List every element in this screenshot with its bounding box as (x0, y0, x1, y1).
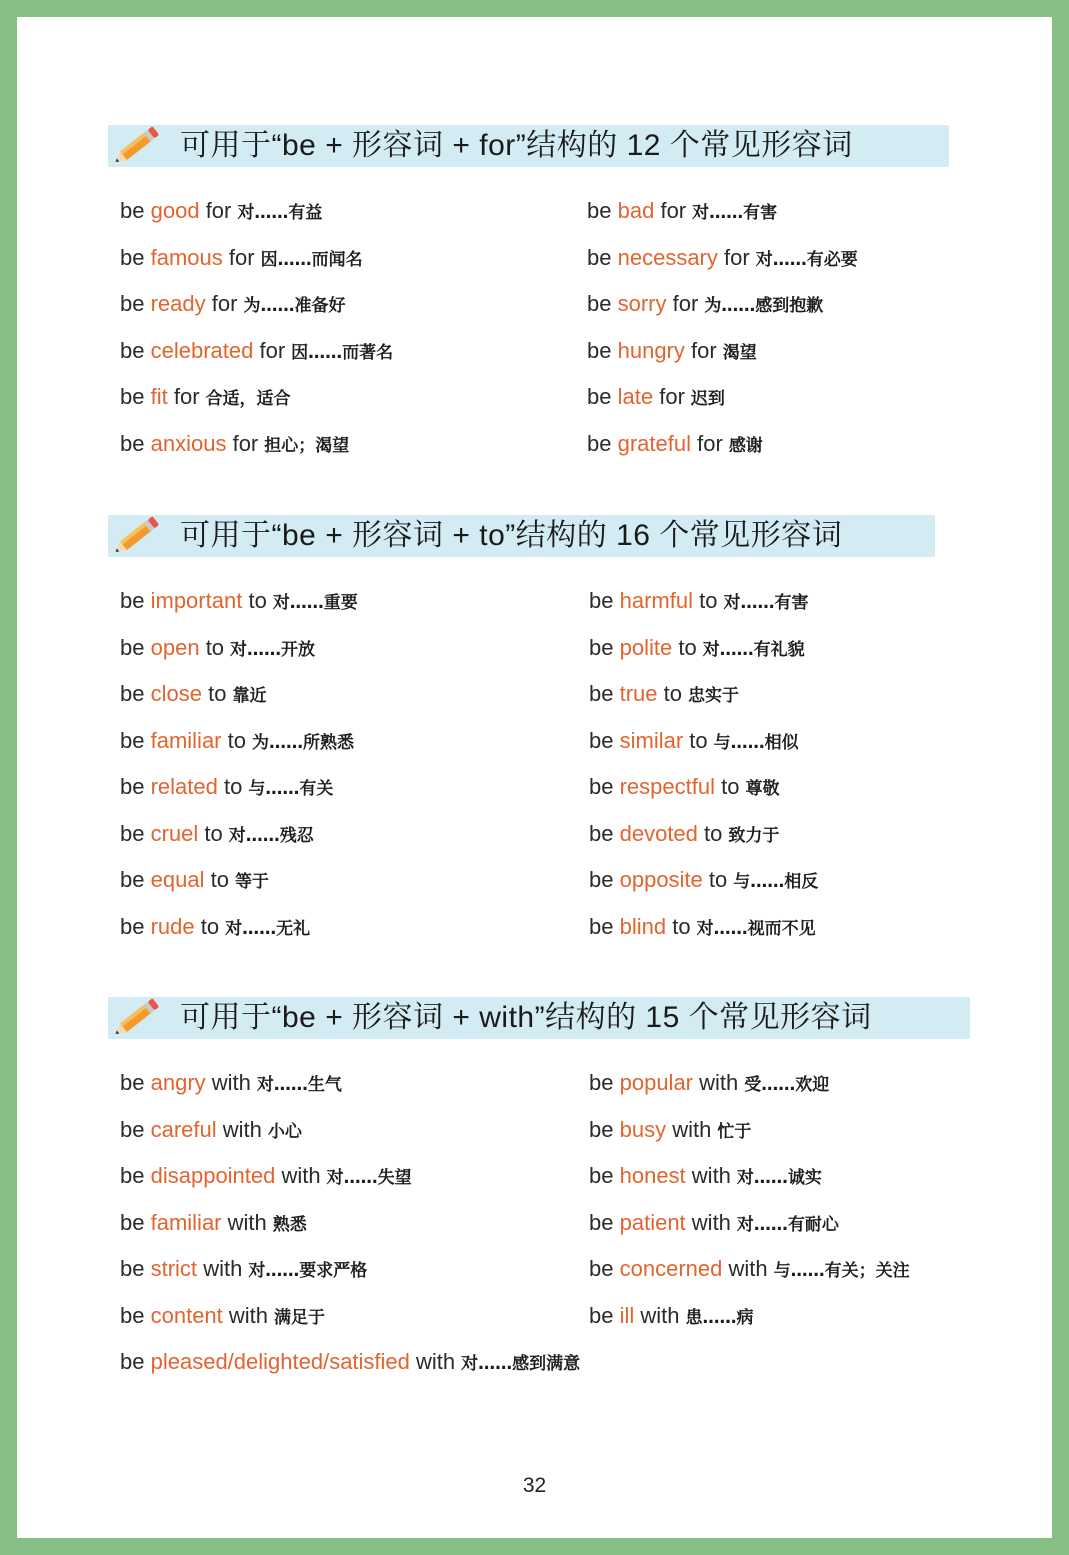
vocab-entry (120, 290, 345, 320)
vocab-entry (589, 727, 799, 757)
chinese-meaning: 担心；渴望 (264, 435, 350, 456)
chinese-meaning: 迟到 (690, 389, 725, 409)
section-title: 可用于“be + 形容词 + to”结构的 16 个常见形容词 (180, 519, 843, 552)
be-word: be (589, 1070, 614, 1095)
be-word: be (587, 291, 612, 316)
be-word: be (589, 820, 614, 846)
be-word: be (589, 1209, 614, 1235)
be-word: be (120, 1302, 145, 1328)
vocab-entry (587, 244, 858, 274)
chinese-meaning: 因……而著名 (291, 342, 394, 363)
chinese-meaning: 熟悉 (272, 1214, 307, 1235)
adjective: close (150, 681, 202, 706)
be-word: be (120, 913, 145, 939)
chinese-meaning: 对……有必要 (755, 249, 858, 270)
vocab-entry (120, 1302, 325, 1332)
be-word: be (587, 198, 612, 223)
be-word: be (120, 384, 145, 409)
vocab-entry (589, 820, 779, 850)
chinese-meaning: 为……所熟悉 (252, 732, 354, 753)
vocab-entry (587, 290, 823, 320)
adjective: concerned (619, 1256, 723, 1281)
chinese-meaning: 致力于 (728, 825, 780, 846)
vocab-entry (589, 1116, 751, 1146)
preposition: with (416, 1349, 456, 1374)
preposition: with (728, 1256, 768, 1281)
be-word: be (120, 774, 145, 799)
adjective: anxious (150, 430, 227, 456)
preposition: to (689, 727, 708, 753)
preposition: for (205, 198, 232, 223)
preposition: for (228, 244, 255, 270)
adjective: true (619, 681, 658, 706)
vocab-entry (120, 1255, 367, 1285)
preposition: to (204, 820, 223, 846)
vocab-entry (589, 1255, 910, 1285)
chinese-meaning: 与……有关；关注 (773, 1261, 910, 1281)
pencil-icon (112, 991, 164, 1041)
be-word: be (589, 867, 614, 892)
adjective: strict (150, 1256, 198, 1281)
vocab-entry (120, 1348, 580, 1378)
chinese-meaning: 感谢 (728, 435, 763, 456)
preposition: for (691, 337, 717, 363)
adjective: honest (619, 1163, 686, 1188)
be-word: be (120, 820, 145, 846)
vocab-entry (589, 634, 805, 664)
chinese-meaning: 等于 (234, 872, 269, 892)
be-word: be (120, 634, 145, 660)
vocab-entry (120, 587, 358, 617)
vocab-entry (589, 1162, 822, 1192)
adjective: opposite (619, 867, 703, 892)
vocab-entry (120, 1162, 412, 1192)
chinese-meaning: 对……有害 (692, 203, 778, 223)
vocab-entry (587, 430, 763, 460)
adjective: hungry (617, 337, 685, 363)
be-word: be (589, 588, 614, 613)
be-word: be (120, 430, 145, 456)
preposition: to (210, 867, 229, 892)
chinese-meaning: 对……开放 (230, 639, 316, 660)
vocab-entry (120, 866, 269, 896)
preposition: for (697, 430, 723, 456)
preposition: with (211, 1070, 251, 1095)
vocab-entry (589, 913, 816, 943)
adjective: devoted (619, 820, 698, 846)
preposition: with (699, 1070, 739, 1095)
chinese-meaning: 忠实于 (688, 686, 740, 706)
be-word: be (589, 681, 614, 706)
preposition: with (281, 1163, 321, 1188)
adjective: ill (619, 1302, 635, 1328)
adjective: polite (619, 634, 673, 660)
chinese-meaning: 渴望 (722, 342, 757, 363)
vocab-entry (120, 773, 333, 803)
vocab-entry (589, 1069, 829, 1099)
section-title: 可用于“be + 形容词 + for”结构的 12 个常见形容词 (180, 129, 853, 162)
adjective: patient (619, 1209, 686, 1235)
vocab-entry (120, 727, 354, 757)
vocab-entry (587, 383, 725, 413)
chinese-meaning: 对……有害 (723, 593, 809, 613)
vocab-entry (120, 680, 266, 710)
adjective: sorry (617, 291, 667, 316)
adjective: careful (150, 1116, 217, 1142)
be-word: be (120, 1163, 145, 1188)
chinese-meaning: 因……而闻名 (260, 249, 363, 270)
vocab-entry (589, 866, 818, 896)
preposition: to (200, 913, 220, 939)
vocab-entry (120, 337, 393, 367)
preposition: for (672, 291, 699, 316)
pencil-icon (112, 119, 164, 169)
adjective: good (150, 198, 200, 223)
adjective: busy (619, 1116, 667, 1142)
adjective: angry (150, 1070, 206, 1095)
adjective: equal (150, 867, 205, 892)
chinese-meaning: 满足于 (274, 1307, 326, 1328)
be-word: be (589, 1256, 614, 1281)
chinese-meaning: 与……有关 (248, 779, 334, 799)
chinese-meaning: 对……残忍 (228, 825, 314, 846)
preposition: with (691, 1209, 731, 1235)
adjective: grateful (617, 430, 691, 456)
vocab-entry (120, 430, 349, 460)
preposition: with (227, 1209, 267, 1235)
chinese-meaning: 受……欢迎 (744, 1075, 830, 1095)
preposition: for (173, 384, 200, 409)
adjective: familiar (150, 727, 222, 753)
be-word: be (587, 337, 612, 363)
chinese-meaning: 对……有礼貌 (702, 639, 805, 660)
be-word: be (587, 430, 612, 456)
be-word: be (589, 727, 614, 753)
preposition: with (691, 1163, 731, 1188)
adjective: harmful (619, 588, 693, 613)
be-word: be (589, 913, 614, 939)
preposition: to (708, 867, 728, 892)
be-word: be (589, 1302, 614, 1328)
adjective: familiar (150, 1209, 222, 1235)
be-word: be (120, 244, 145, 270)
preposition: to (704, 820, 723, 846)
adjective: cruel (150, 820, 199, 846)
be-word: be (120, 291, 145, 316)
be-word: be (120, 198, 145, 223)
preposition: to (208, 681, 227, 706)
chinese-meaning: 与……相反 (733, 872, 819, 892)
vocab-entry (587, 197, 777, 227)
adjective: disappointed (150, 1163, 276, 1188)
be-word: be (120, 1070, 145, 1095)
be-word: be (589, 1163, 614, 1188)
adjective: fit (150, 384, 168, 409)
be-word: be (589, 1116, 614, 1142)
adjective: popular (619, 1070, 693, 1095)
vocab-entry (589, 773, 779, 803)
vocab-entry (589, 1209, 839, 1239)
adjective: similar (619, 727, 684, 753)
preposition: for (659, 384, 685, 409)
adjective: pleased/delighted/satisfied (150, 1349, 410, 1374)
vocab-entry (120, 383, 291, 413)
chinese-meaning: 患……病 (685, 1307, 754, 1328)
vocab-entry (120, 1116, 302, 1146)
preposition: to (224, 774, 243, 799)
section-title: 可用于“be + 形容词 + with”结构的 15 个常见形容词 (180, 1001, 872, 1034)
chinese-meaning: 对……视而不见 (696, 918, 816, 939)
vocab-entry (120, 634, 315, 664)
adjective: rude (150, 913, 195, 939)
adjective: celebrated (150, 337, 254, 363)
preposition: to (205, 634, 225, 660)
preposition: to (663, 681, 683, 706)
chinese-meaning: 合适，适合 (205, 389, 291, 409)
vocab-entry (589, 1302, 754, 1332)
preposition: for (259, 337, 286, 363)
preposition: for (232, 430, 259, 456)
chinese-meaning: 尊敬 (745, 779, 780, 799)
page-number: 32 (522, 1474, 547, 1497)
vocab-entry (120, 913, 310, 943)
adjective: respectful (619, 774, 715, 799)
vocab-entry (589, 680, 739, 710)
adjective: ready (150, 291, 206, 316)
preposition: with (203, 1256, 243, 1281)
vocab-entry (589, 587, 808, 617)
preposition: for (660, 198, 687, 223)
adjective: famous (150, 244, 223, 270)
vocab-entry (120, 197, 322, 227)
adjective: content (150, 1302, 223, 1328)
preposition: with (228, 1302, 269, 1328)
be-word: be (120, 727, 145, 753)
chinese-meaning: 对……有耐心 (736, 1214, 839, 1235)
be-word: be (587, 384, 612, 409)
vocab-entry (587, 337, 757, 367)
vocab-entry (120, 1209, 307, 1239)
preposition: for (724, 244, 750, 270)
be-word: be (120, 1209, 145, 1235)
be-word: be (587, 244, 612, 270)
adjective: blind (619, 913, 667, 939)
preposition: to (248, 588, 267, 613)
pencil-icon (112, 509, 164, 559)
chinese-meaning: 对……感到满意 (461, 1354, 581, 1374)
chinese-meaning: 忙于 (717, 1121, 752, 1142)
adjective: important (150, 588, 243, 613)
chinese-meaning: 对……要求严格 (248, 1261, 368, 1281)
chinese-meaning: 对……重要 (272, 593, 358, 613)
preposition: with (672, 1116, 712, 1142)
chinese-meaning: 对……无礼 (225, 918, 311, 939)
chinese-meaning: 为……感到抱歉 (704, 296, 824, 316)
chinese-meaning: 靠近 (232, 686, 267, 706)
vocab-entry (120, 1069, 342, 1099)
preposition: to (678, 634, 697, 660)
vocab-entry (120, 820, 314, 850)
page (17, 17, 1052, 1538)
preposition: with (640, 1302, 680, 1328)
preposition: for (211, 291, 238, 316)
be-word: be (120, 867, 145, 892)
chinese-meaning: 为……准备好 (243, 296, 346, 316)
preposition: to (699, 588, 718, 613)
be-word: be (120, 1256, 145, 1281)
adjective: late (617, 384, 654, 409)
vocab-entry (120, 244, 363, 274)
adjective: necessary (617, 244, 718, 270)
be-word: be (120, 681, 145, 706)
chinese-meaning: 对……失望 (326, 1168, 412, 1188)
preposition: to (721, 774, 740, 799)
adjective: open (150, 634, 200, 660)
adjective: bad (617, 198, 655, 223)
be-word: be (120, 1349, 145, 1374)
chinese-meaning: 对……诚实 (736, 1168, 822, 1188)
be-word: be (589, 774, 614, 799)
be-word: be (120, 337, 145, 363)
chinese-meaning: 对……有益 (237, 203, 323, 223)
chinese-meaning: 小心 (267, 1121, 302, 1142)
preposition: with (222, 1116, 262, 1142)
preposition: to (672, 913, 691, 939)
be-word: be (120, 1116, 145, 1142)
be-word: be (589, 634, 614, 660)
chinese-meaning: 与……相似 (713, 732, 799, 753)
adjective: related (150, 774, 218, 799)
chinese-meaning: 对……生气 (256, 1075, 342, 1095)
be-word: be (120, 588, 145, 613)
preposition: to (227, 727, 246, 753)
